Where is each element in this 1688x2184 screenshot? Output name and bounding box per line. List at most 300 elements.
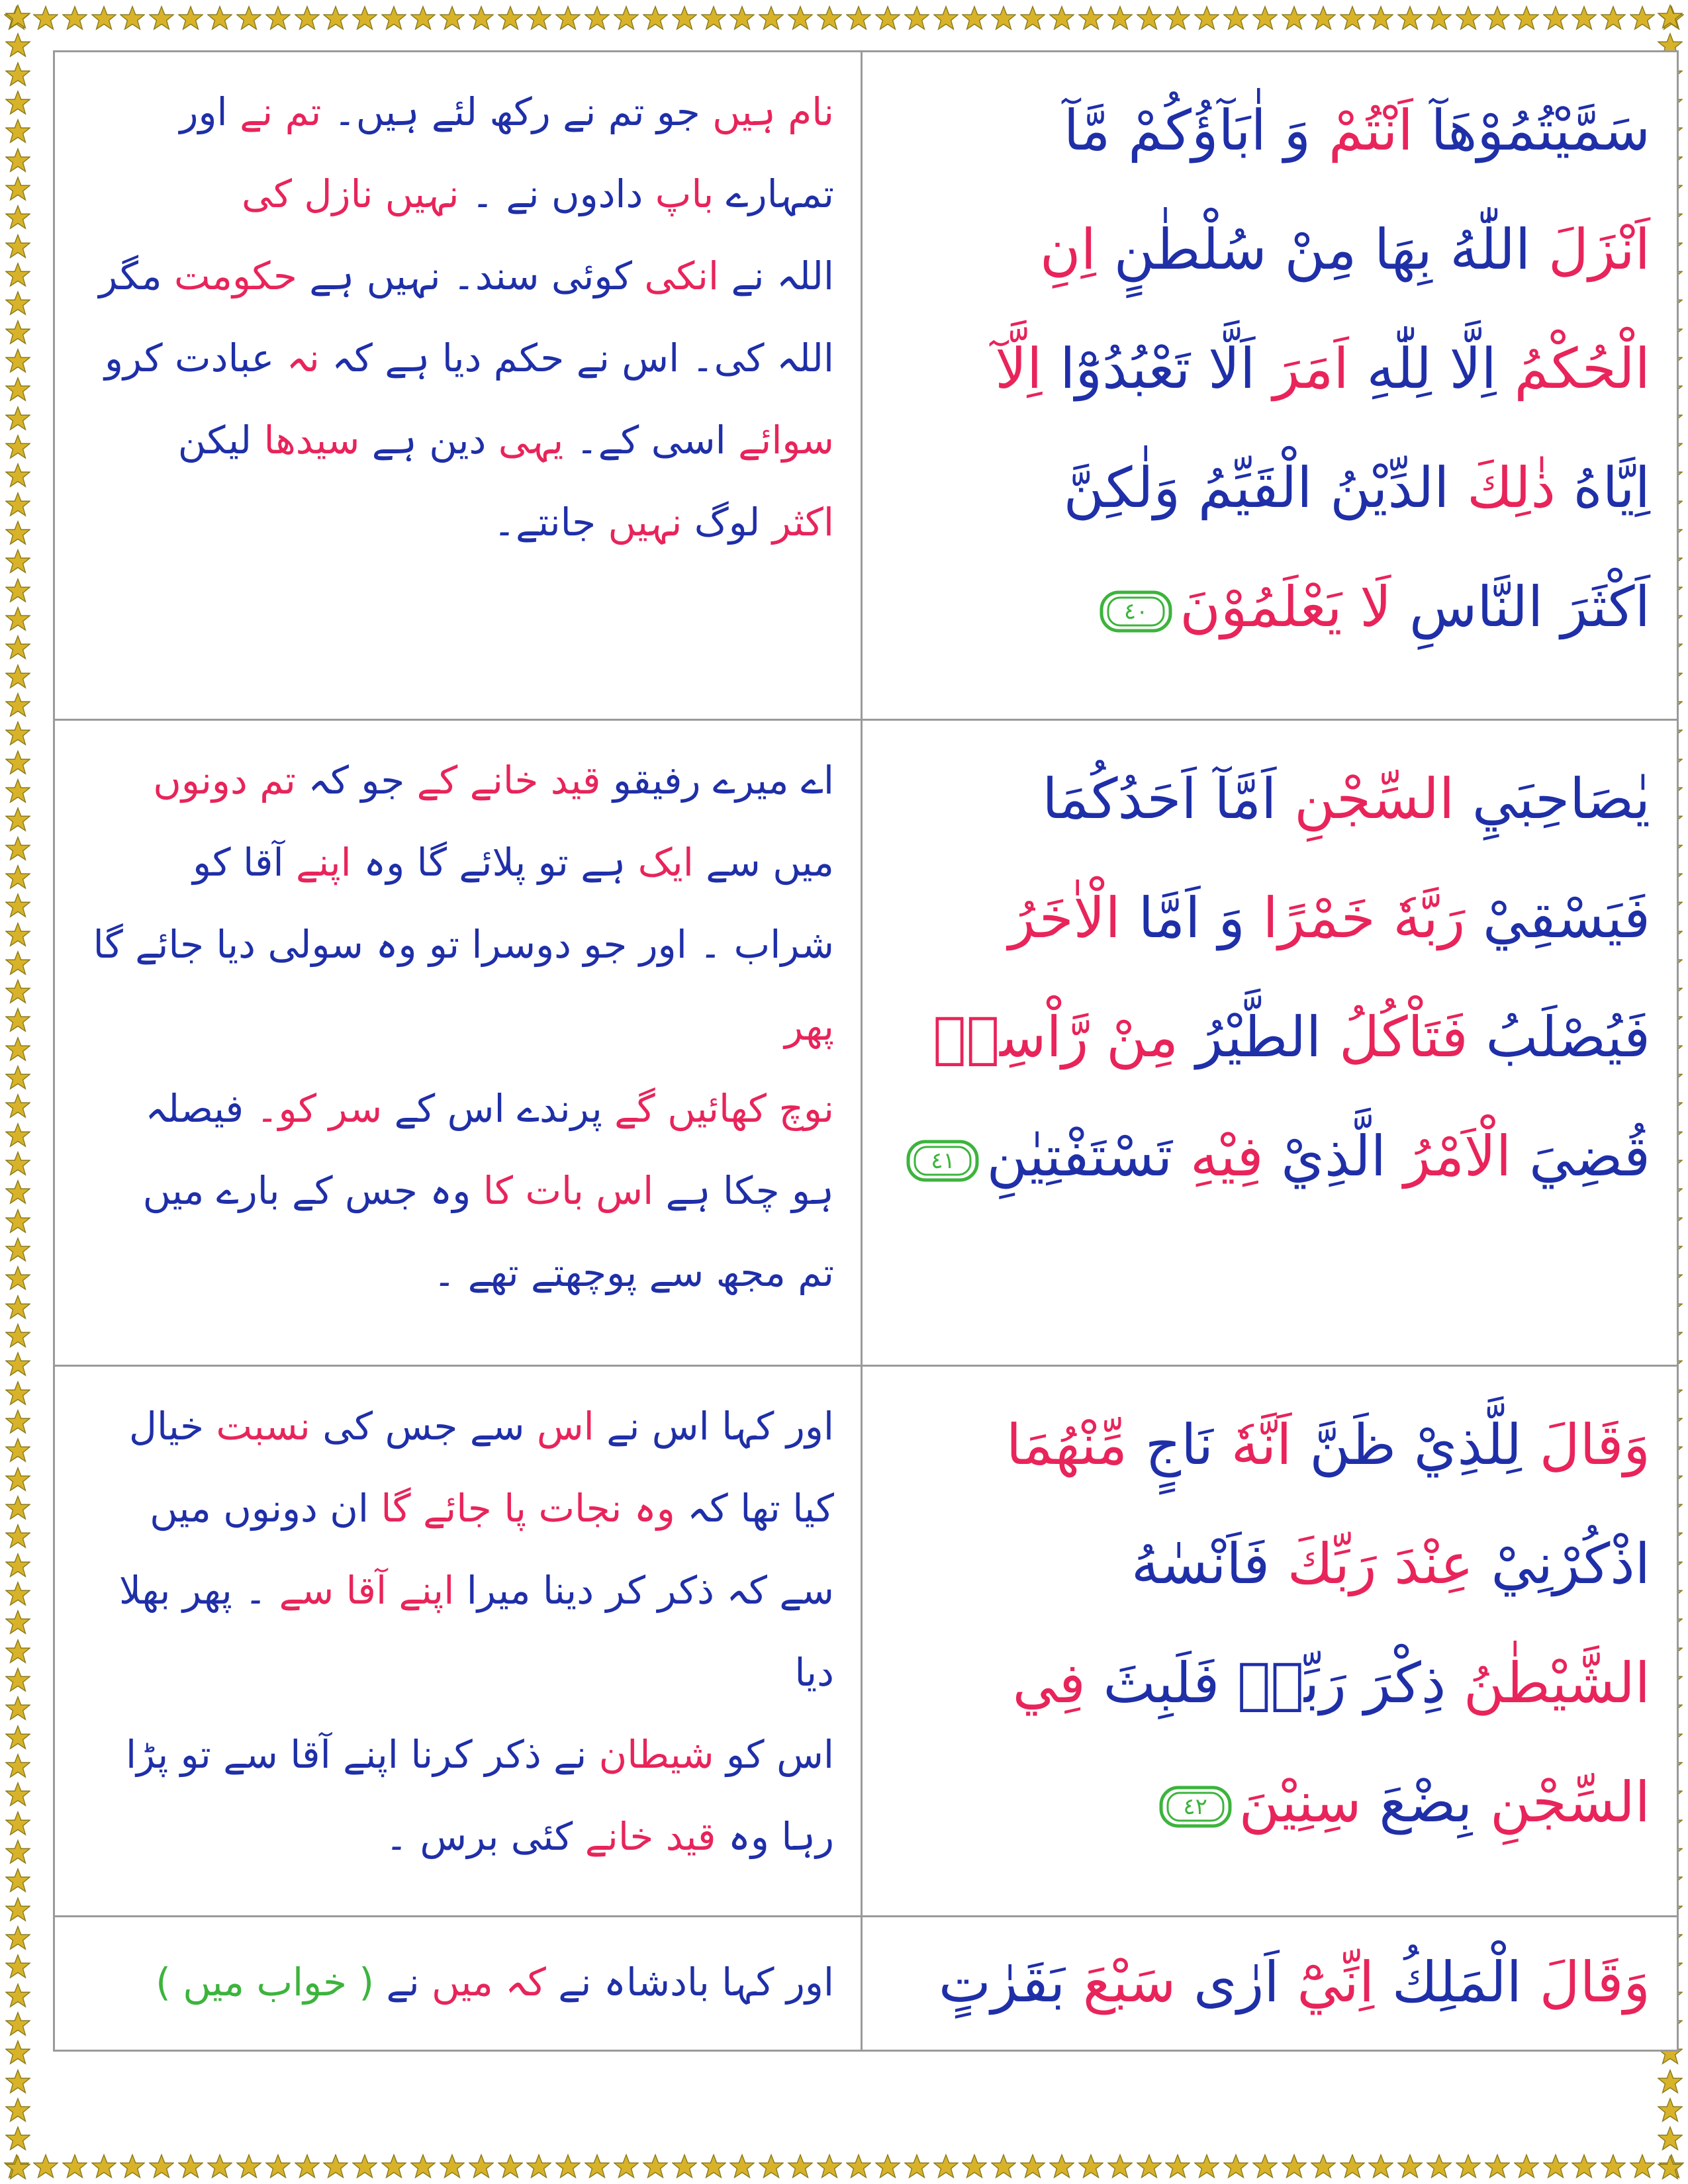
star-icon <box>1311 5 1336 30</box>
urdu-translation <box>81 1936 834 2028</box>
star-icon <box>788 5 813 30</box>
urdu-text-segment: سوائے <box>726 418 834 463</box>
star-icon <box>643 2154 668 2179</box>
star-icon <box>5 2155 30 2180</box>
star-icon <box>1368 2154 1393 2179</box>
star-icon <box>5 348 30 373</box>
urdu-line <box>81 1796 834 1878</box>
star-icon <box>1456 2154 1481 2179</box>
arabic-text-segment: اَنْتُمْ <box>1311 98 1413 163</box>
arabic-text-segment: اِلَّآ <box>995 336 1043 401</box>
arabic-text-segment: فِي <box>1012 1651 1086 1715</box>
arabic-text-segment: الْمَلِكُ <box>1374 1950 1522 2015</box>
star-icon <box>5 1839 30 1864</box>
urdu-text-segment: ۔ پھر بھلا دیا <box>118 1568 834 1695</box>
star-icon <box>440 2154 465 2179</box>
urdu-line <box>81 903 834 1068</box>
star-icon <box>5 1897 30 1922</box>
star-icon <box>526 5 551 30</box>
arabic-text-segment: بِضْعَ <box>1361 1770 1473 1835</box>
urdu-text-segment: نسبت <box>204 1404 310 1449</box>
star-icon <box>1137 2154 1162 2179</box>
ayah-number-marker <box>906 1138 980 1184</box>
urdu-text-segment: تم مجھ سے پوچھتے تھے ۔ <box>433 1250 834 1295</box>
star-icon <box>643 5 668 30</box>
star-icon <box>1571 5 1597 30</box>
star-icon <box>5 463 30 488</box>
urdu-text-segment: پرندے اس کے <box>382 1086 602 1131</box>
urdu-text-segment: انکی <box>632 253 720 298</box>
star-icon <box>5 118 30 144</box>
star-icon <box>1282 5 1307 30</box>
urdu-line <box>81 153 834 235</box>
star-icon <box>933 2154 959 2179</box>
urdu-text-segment: کئی برس ۔ <box>385 1814 573 1859</box>
urdu-text-segment: شراب ۔ <box>686 922 834 967</box>
arabic-text-segment: رَبَّهٗ خَمْرًا <box>1244 886 1466 950</box>
star-icon <box>5 262 30 287</box>
star-icon <box>178 5 203 30</box>
arabic-verse <box>889 71 1650 666</box>
arabic-text-segment: وَ اَمَّا <box>1120 886 1245 950</box>
urdu-text-segment: اپنے <box>283 840 352 885</box>
urdu-text-segment: قید خانے کے <box>404 758 601 803</box>
star-icon <box>585 5 610 30</box>
urdu-line <box>81 1232 834 1314</box>
arabic-text-segment: السِّجْنِ <box>1472 1770 1650 1835</box>
arabic-text-segment: ذٰلِكَ <box>1449 455 1556 520</box>
verse-row <box>55 52 1677 721</box>
arabic-line <box>889 1743 1650 1862</box>
star-icon <box>672 5 697 30</box>
arabic-text-segment: الطَّيْرُ <box>1178 1005 1322 1069</box>
star-icon <box>5 1553 30 1578</box>
star-icon <box>33 2154 58 2179</box>
star-icon <box>381 2154 406 2179</box>
star-icon <box>295 2154 320 2179</box>
arabic-text-segment: يٰصَاحِبَيِ <box>1454 766 1650 831</box>
star-icon <box>1456 5 1481 30</box>
star-icon <box>1658 2069 1683 2094</box>
star-icon <box>1340 2154 1365 2179</box>
star-icon <box>5 2097 30 2122</box>
star-icon <box>1049 5 1074 30</box>
star-icon <box>410 2154 436 2179</box>
arabic-text-segment: اِيَّاهُ <box>1555 455 1650 520</box>
urdu-text-segment: اور کہا بادشاہ نے <box>545 1960 834 2005</box>
star-icon <box>1397 5 1423 30</box>
star-icon <box>991 2154 1016 2179</box>
star-icon <box>555 2154 581 2179</box>
star-icon <box>207 2154 232 2179</box>
arabic-text-segment: اَنْزَلَ <box>1530 217 1650 282</box>
arabic-text-segment: بَقَرٰتٍ <box>938 1950 1066 2015</box>
ayah-number-marker <box>1099 588 1173 635</box>
star-icon <box>5 836 30 861</box>
star-icon <box>207 5 232 30</box>
urdu-text-segment: اس <box>524 1404 594 1449</box>
arabic-line <box>889 309 1650 428</box>
star-icon <box>5 291 30 316</box>
urdu-line <box>81 1713 834 1796</box>
arabic-text-segment: اَمَرَ <box>1255 336 1349 401</box>
arabic-text-segment: عِنْدَ رَبِّكَ <box>1270 1531 1474 1596</box>
arabic-line <box>889 1504 1650 1623</box>
star-icon <box>469 5 494 30</box>
arabic-text-segment: سِنِيْنَ <box>1239 1770 1362 1835</box>
star-icon <box>91 2154 117 2179</box>
star-icon <box>5 578 30 603</box>
star-icon <box>5 4 30 29</box>
star-icon <box>729 5 755 30</box>
urdu-text-segment: شیطان <box>586 1732 714 1777</box>
arabic-text-segment: لَا يَعْلَمُوْنَ <box>1180 574 1392 639</box>
star-icon <box>5 1610 30 1635</box>
urdu-line <box>81 821 834 903</box>
star-icon <box>178 2154 203 2179</box>
star-icon <box>1630 2154 1655 2179</box>
star-icon <box>5 148 30 173</box>
urdu-text-segment: آقا کو <box>193 840 284 885</box>
urdu-text-segment: اور کہا اس نے <box>594 1404 834 1449</box>
urdu-text-segment: لیکن <box>177 418 252 463</box>
arabic-text-segment: مِّنْهُمَا <box>1006 1412 1128 1477</box>
arabic-verse <box>889 739 1650 1216</box>
star-icon <box>323 5 348 30</box>
urdu-line <box>81 317 834 399</box>
arabic-text-segment: اِلَّا لِلّٰهِ <box>1348 336 1497 401</box>
star-icon <box>1397 2154 1423 2179</box>
star-icon <box>846 2154 871 2179</box>
star-icon <box>5 1437 30 1463</box>
star-icon <box>5 90 30 115</box>
star-icon <box>1368 5 1393 30</box>
star-icon <box>5 62 30 87</box>
arabic-line <box>889 858 1650 978</box>
star-icon <box>5 1122 30 1148</box>
arabic-verse-cell <box>863 1367 1677 1915</box>
star-icon <box>469 2154 494 2179</box>
star-icon <box>5 1954 30 1979</box>
star-icon <box>1194 5 1219 30</box>
urdu-text-segment: جو کہ <box>295 758 405 803</box>
urdu-text-segment: سے جس کی <box>310 1404 525 1449</box>
star-icon <box>1078 2154 1103 2179</box>
urdu-text-segment: تم نے <box>227 89 322 134</box>
urdu-text-segment: وہ جس کے بارے میں <box>142 1168 471 1213</box>
star-icon <box>91 5 117 30</box>
urdu-text-segment: اس نے حکم دیا ہے کہ <box>319 336 680 381</box>
translation-table <box>53 50 1679 2052</box>
urdu-text-segment: اکثر <box>760 500 834 545</box>
star-icon <box>33 5 58 30</box>
star-icon <box>5 864 30 889</box>
star-icon <box>5 2126 30 2151</box>
urdu-text-segment: ایک <box>626 840 694 885</box>
star-icon <box>5 1065 30 1090</box>
arabic-text-segment: سَبْعَ <box>1065 1950 1176 2015</box>
arabic-verse-cell <box>863 1917 1677 2050</box>
arabic-text-segment: قُضِيَ <box>1511 1124 1650 1189</box>
arabic-text-segment: سَمَّيْتُمُوْهَآ <box>1413 98 1650 163</box>
star-icon <box>759 5 784 30</box>
urdu-text-segment: پھر <box>784 1004 834 1049</box>
star-icon <box>5 606 30 631</box>
arabic-line <box>889 739 1650 858</box>
star-icon <box>5 520 30 545</box>
star-icon <box>5 1295 30 1320</box>
arabic-verse-cell <box>863 721 1677 1365</box>
arabic-text-segment: تَسْتَفْتِيٰنِ <box>986 1124 1173 1189</box>
star-icon <box>672 2154 697 2179</box>
arabic-text-segment: لِلَّذِيْ ظَنَّ <box>1291 1412 1522 1477</box>
arabic-line <box>889 71 1650 190</box>
arabic-text-segment: فَيُصْلَبُ <box>1468 1005 1650 1069</box>
star-icon <box>440 5 465 30</box>
star-icon <box>875 2154 900 2179</box>
star-icon <box>1658 2097 1683 2122</box>
star-icon <box>1137 5 1162 30</box>
star-icon <box>5 807 30 832</box>
urdu-line <box>81 739 834 821</box>
star-icon <box>5 778 30 803</box>
star-icon <box>962 2154 987 2179</box>
star-icon <box>323 2154 348 2179</box>
star-icon <box>120 2154 145 2179</box>
star-icon <box>1601 5 1626 30</box>
arabic-text-segment: اَلَّا تَعْبُدُوْٓا <box>1042 336 1256 401</box>
star-icon <box>5 2011 30 2036</box>
star-icon <box>614 5 639 30</box>
arabic-line <box>889 1385 1650 1504</box>
arabic-line <box>889 1097 1650 1216</box>
verse-row <box>55 1917 1677 2050</box>
star-icon <box>526 2154 551 2179</box>
urdu-text-segment: اسی کے۔ <box>563 418 726 463</box>
star-icon <box>1311 2154 1336 2179</box>
arabic-text-segment: الشَّيْطٰنُ <box>1446 1651 1650 1715</box>
star-icon <box>5 434 30 459</box>
star-icon <box>5 1179 30 1205</box>
star-icon <box>381 5 406 30</box>
star-icon <box>5 406 30 431</box>
star-icon <box>5 176 30 201</box>
star-border-top <box>0 3 1688 33</box>
arabic-text-segment: اللّٰهُ بِهَا مِنْ سُلْطٰنٍ <box>1096 217 1531 282</box>
arabic-text-segment: فَتَاْكُلُ <box>1321 1005 1468 1069</box>
star-icon <box>295 5 320 30</box>
arabic-text-segment: فِيْهِ <box>1172 1124 1264 1189</box>
star-icon <box>5 2040 30 2065</box>
star-icon <box>5 1782 30 1807</box>
star-icon <box>5 1811 30 1836</box>
star-icon <box>149 2154 174 2179</box>
arabic-text-segment: وَقَالَ <box>1521 1412 1650 1477</box>
urdu-text-segment: تمہارے <box>714 171 834 216</box>
arabic-text-segment: اَرٰى <box>1176 1950 1280 2015</box>
star-icon <box>5 1495 30 1520</box>
arabic-line <box>889 190 1650 309</box>
urdu-text-segment: اس کو <box>714 1732 834 1777</box>
urdu-text-segment: جو تم نے رکھ لئے ہیں۔ <box>321 89 700 134</box>
star-icon <box>5 1007 30 1032</box>
star-icon <box>1571 2154 1597 2179</box>
urdu-text-segment: اور جو دوسرا تو وہ سولی دیا جائے گا <box>93 922 687 967</box>
urdu-text-segment: ( خواب میں ) <box>156 1960 375 2005</box>
star-icon <box>5 549 30 574</box>
star-icon <box>149 5 174 30</box>
star-icon <box>5 1983 30 2008</box>
arabic-text-segment: الْاٰخَرُ <box>1008 886 1121 950</box>
star-icon <box>1658 4 1683 29</box>
arabic-line <box>889 1936 1650 2028</box>
urdu-text-segment: نہ <box>274 336 320 381</box>
arabic-text-segment: الدِّيْنُ الْقَيِّمُ وَلٰكِنَّ <box>1063 455 1450 520</box>
arabic-verse <box>889 1385 1650 1862</box>
urdu-text-segment: تم دونوں <box>153 758 296 803</box>
urdu-text-segment: نہیں <box>596 500 682 545</box>
urdu-line <box>81 1549 834 1713</box>
star-icon <box>5 1639 30 1664</box>
star-icon <box>817 5 842 30</box>
star-icon <box>962 5 987 30</box>
star-icon <box>875 5 900 30</box>
star-icon <box>5 205 30 230</box>
urdu-text-segment: ان دونوں میں <box>150 1486 369 1531</box>
star-icon <box>62 5 87 30</box>
star-icon <box>5 1667 30 1692</box>
urdu-text-segment: عبادت کرو <box>104 336 275 381</box>
star-icon <box>5 1093 30 1118</box>
arabic-text-segment: نَاجٍ <box>1127 1412 1214 1477</box>
star-icon <box>1107 2154 1133 2179</box>
urdu-text-segment: جانتے۔ <box>492 500 596 545</box>
urdu-line <box>81 481 834 563</box>
urdu-text-segment: یہی <box>486 418 564 463</box>
star-icon <box>5 234 30 259</box>
arabic-line <box>889 547 1650 666</box>
star-icon <box>817 2154 842 2179</box>
arabic-text-segment: السِّجْنِ <box>1276 766 1455 831</box>
star-icon <box>410 5 436 30</box>
star-icon <box>1078 5 1103 30</box>
urdu-text-segment: فیصلہ <box>145 1086 244 1131</box>
urdu-text-segment: دادوں نے ۔ <box>459 171 643 216</box>
star-icon <box>846 5 871 30</box>
star-icon <box>614 2154 639 2179</box>
star-icon <box>1107 5 1133 30</box>
urdu-text-segment: لوگ <box>682 500 761 545</box>
star-icon <box>1658 2126 1683 2151</box>
star-icon <box>5 664 30 689</box>
arabic-line <box>889 428 1650 547</box>
urdu-text-segment: اے میرے رفیقو <box>600 758 834 803</box>
urdu-text-segment: کوئی سند۔ نہیں ہے <box>297 253 632 298</box>
urdu-line <box>81 399 834 481</box>
star-icon <box>555 5 581 30</box>
urdu-text-segment: نام ہیں <box>700 89 834 134</box>
urdu-line <box>81 1467 834 1549</box>
star-icon <box>1049 2154 1074 2179</box>
star-icon <box>1165 5 1190 30</box>
urdu-translation-cell <box>55 1917 863 2050</box>
arabic-text-segment: مِنْ رَّاْسِهٖ <box>933 1005 1179 1069</box>
urdu-text-segment: نے <box>374 1960 420 2005</box>
star-icon <box>1630 5 1655 30</box>
arabic-verse-cell <box>863 52 1677 719</box>
urdu-translation <box>81 71 834 563</box>
urdu-text-segment: ہو چکا ہے <box>653 1168 834 1213</box>
arabic-verse <box>889 1936 1650 2028</box>
star-icon <box>5 1237 30 1262</box>
urdu-text-segment: قید خانے <box>573 1814 716 1859</box>
arabic-text-segment: الْاَمْرُ <box>1385 1124 1512 1189</box>
star-icon <box>1194 2154 1219 2179</box>
urdu-translation-cell <box>55 1367 863 1915</box>
star-icon <box>1601 2154 1626 2179</box>
urdu-translation-cell <box>55 52 863 719</box>
arabic-text-segment: وَقَالَ <box>1521 1950 1650 2015</box>
star-icon <box>1543 5 1568 30</box>
star-icon <box>265 5 291 30</box>
star-icon <box>5 1725 30 1750</box>
star-icon <box>585 2154 610 2179</box>
star-icon <box>352 5 377 30</box>
arabic-text-segment: ذِكْرَ رَبِّهٖ فَلَبِثَ <box>1085 1651 1446 1715</box>
urdu-text-segment: کہ میں <box>419 1960 546 2005</box>
star-icon <box>1340 5 1365 30</box>
star-icon <box>5 1753 30 1778</box>
star-icon <box>729 2154 755 2179</box>
star-icon <box>1427 5 1452 30</box>
star-icon <box>5 1467 30 1492</box>
urdu-text-segment: نہیں نازل کی <box>242 171 459 216</box>
arabic-text-segment: اِنِ <box>1039 217 1096 282</box>
urdu-translation-cell <box>55 721 863 1365</box>
star-icon <box>5 1351 30 1377</box>
urdu-line <box>81 1068 834 1150</box>
arabic-text-segment: اَكْثَرَ النَّاسِ <box>1391 574 1650 639</box>
star-icon <box>5 1151 30 1176</box>
ayah-number: ٤٠ <box>1123 598 1149 625</box>
star-icon <box>498 5 523 30</box>
star-icon <box>1427 2154 1452 2179</box>
star-icon <box>5 1265 30 1291</box>
urdu-text-segment: خیال <box>128 1404 204 1449</box>
arabic-line <box>889 978 1650 1097</box>
star-icon <box>5 950 30 976</box>
ayah-number: ٤٢ <box>1183 1794 1207 1820</box>
star-border-bottom <box>0 2151 1688 2181</box>
star-icon <box>904 5 929 30</box>
star-icon <box>265 2154 291 2179</box>
star-icon <box>236 5 261 30</box>
urdu-line <box>81 235 834 317</box>
star-icon <box>120 5 145 30</box>
star-icon <box>1658 2155 1683 2180</box>
star-icon <box>5 1381 30 1406</box>
urdu-text-segment: کیا تھا کہ <box>675 1486 834 1531</box>
urdu-text-segment: دین ہے <box>359 418 487 463</box>
star-icon <box>5 1036 30 1062</box>
star-icon <box>5 692 30 717</box>
urdu-text-segment: میں سے <box>693 840 834 885</box>
urdu-text-segment: اللہ نے <box>719 253 834 298</box>
arabic-text-segment: فَاَنْسٰهُ <box>1131 1531 1270 1596</box>
star-icon <box>991 5 1016 30</box>
star-icon <box>5 1208 30 1234</box>
star-icon <box>5 1925 30 1950</box>
